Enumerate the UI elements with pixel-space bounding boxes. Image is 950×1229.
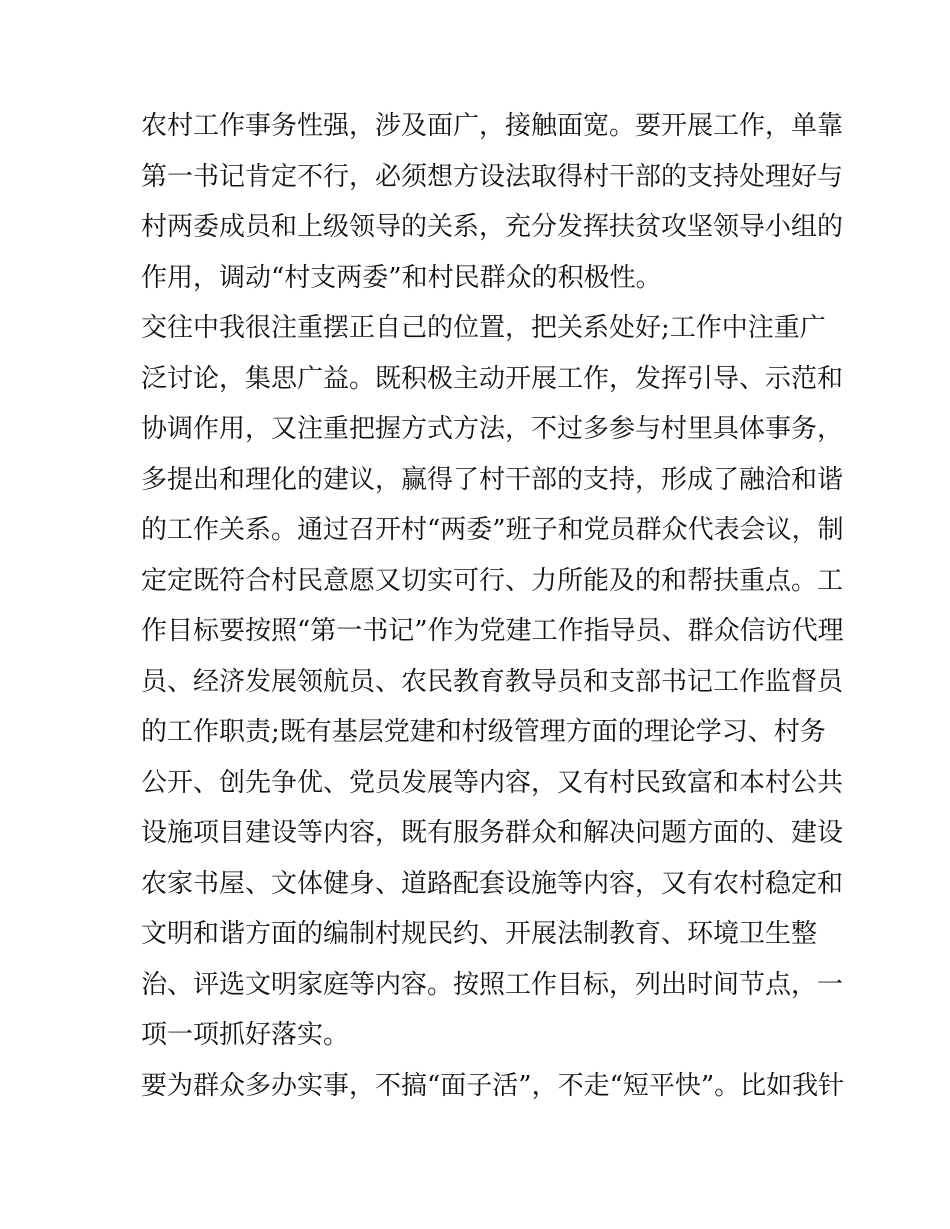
text-line: 治、评选文明家庭等内容。按照工作目标，列出时间节点，一: [141, 969, 844, 1000]
text-line: 公开、创先争优、党员发展等内容，又有村民致富和本村公共: [141, 767, 844, 798]
text-line: 多提出和理化的建议，赢得了村干部的支持，形成了融洽和谐: [141, 464, 844, 495]
text-line: 作目标要按照“第一书记”作为党建工作指导员、群众信访代理: [141, 616, 844, 646]
text-line: 文明和谐方面的编制村规民约、开展法制教育、环境卫生整: [141, 919, 818, 949]
text-line: 协调作用，又注重把握方式方法，不过多参与村里具体事务，: [141, 414, 844, 444]
text-line: 要为群众多办实事，不搞“面子活”，不走“短平快”。比如我针: [141, 1070, 845, 1101]
text-line: 设施项目建设等内容，既有服务群众和解决问题方面的、建设: [141, 818, 844, 848]
text-line: 农家书屋、文体健身、道路配套设施等内容，又有农村稳定和: [141, 868, 844, 899]
text-line: 项一项抓好落实。: [141, 1020, 350, 1050]
text-line: 作用，调动“村支两委”和村民群众的积极性。: [141, 262, 662, 293]
text-line: 员、经济发展领航员、农民教育教导员和支部书记工作监督员: [141, 666, 844, 697]
text-line: 村两委成员和上级领导的关系，充分发挥扶贫攻坚领导小组的: [141, 212, 844, 242]
text-line: 的工作关系。通过召开村“两委”班子和党员群众代表会议，制: [141, 515, 844, 545]
text-line: 农村工作事务性强，涉及面广，接触面宽。要开展工作，单靠: [141, 111, 844, 141]
text-line: 定定既符合村民意愿又切实可行、力所能及的和帮扶重点。工: [141, 565, 844, 596]
text-line: 交往中我很注重摆正自己的位置，把关系处好;工作中注重广: [141, 313, 826, 343]
text-line: 泛讨论，集思广益。既积极主动开展工作，发挥引导、示范和: [141, 363, 844, 394]
text-line: 第一书记肯定不行，必须想方设法取得村干部的支持处理好与: [141, 161, 844, 192]
text-line: 的工作职责;既有基层党建和村级管理方面的理论学习、村务: [141, 717, 826, 747]
body-text: [141, 101, 845, 1111]
